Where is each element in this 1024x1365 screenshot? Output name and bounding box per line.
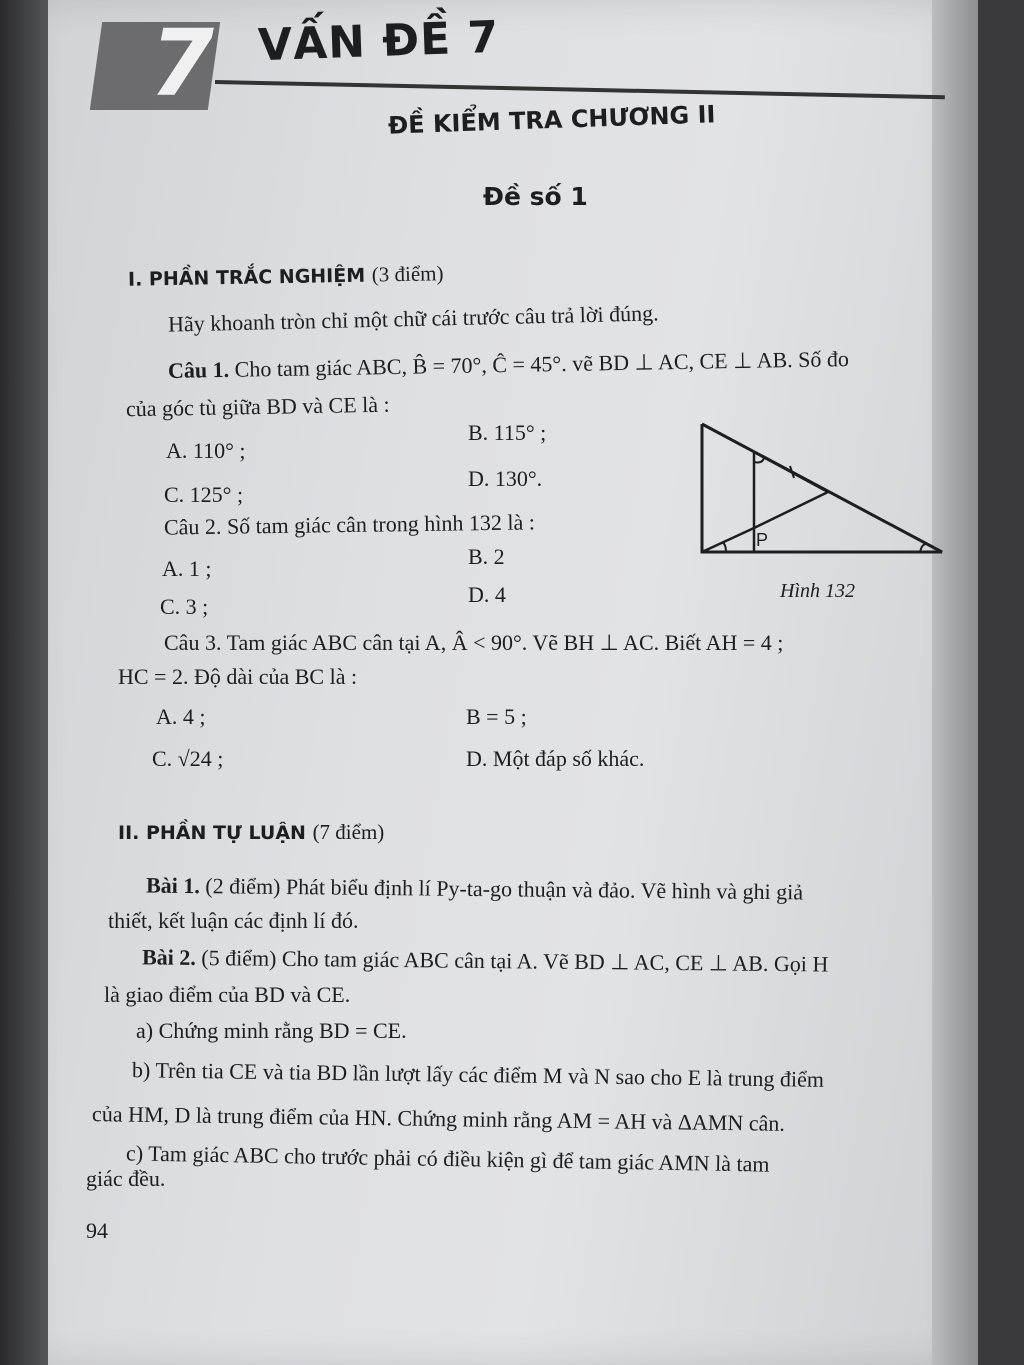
figure-132: [698, 418, 948, 558]
section1-instruction: Hãy khoanh tròn chỉ một chữ cái trước câu trả lời đúng.: [167, 300, 659, 337]
q2-option-d: D. 4: [468, 582, 506, 607]
angle-mark-top: [754, 458, 764, 463]
q1-text-line2: của góc tù giữa BD và CE là :: [125, 391, 390, 422]
book-spine-shadow: [0, 0, 48, 1365]
bai2-label: Bài 2.: [141, 944, 196, 970]
section1-title: I. PHẦN TRẮC NGHIỆM: [127, 264, 366, 291]
q3-option-d: D. Một đáp số khác.: [466, 746, 645, 771]
segment-c: [754, 492, 828, 528]
bai2-part-b-line2: của HM, D là trung điểm của HN. Chứng minh rằng AM = AH và ΔAMN cân.: [91, 1101, 786, 1136]
section1-points: (3 điểm): [371, 261, 444, 287]
q1-option-a: A. 110° ;: [166, 438, 246, 463]
q3-text-line1: Tam giác ABC cân tại A, Â < 90°. Vẽ BH ⊥ AC. Biết AH = 4 ;: [226, 630, 784, 655]
segment-d: [702, 528, 754, 552]
q3-label: Câu 3.: [164, 630, 222, 655]
q3-option-b: B = 5 ;: [466, 704, 527, 729]
chapter-number: 7: [150, 10, 215, 117]
figure-caption: Hình 132: [780, 580, 855, 602]
chapter-title: VẤN ĐỀ 7: [257, 11, 500, 72]
bai2-text-line2: là giao điểm của BD và CE.: [104, 982, 351, 1007]
q1-option-b: B. 115° ;: [468, 420, 547, 445]
bai1-text-line1: (2 điểm) Phát biểu định lí Py-ta-go thuận và đảo. Vẽ hình và ghi giả: [205, 873, 804, 905]
q3-line1: [164, 630, 783, 656]
q3-text-line2: HC = 2. Độ dài của BC là :: [118, 664, 358, 689]
bai2-part-a: a) Chứng minh rằng BD = CE.: [136, 1018, 407, 1043]
section2-heading: [118, 820, 384, 845]
bai1-label: Bài 1.: [145, 872, 200, 899]
q2-text: Số tam giác cân trong hình 132 là :: [226, 509, 536, 539]
q1-option-d: D. 130°.: [468, 466, 543, 491]
bai2-part-c-line2: giác đều.: [86, 1166, 166, 1191]
bai2-text-line1: (5 điểm) Cho tam giác ABC cân tại A. Vẽ BD ⊥ AC, CE ⊥ AB. Gọi H: [201, 945, 829, 977]
bai1-text-line2: thiết, kết luận các định lí đó.: [108, 908, 359, 933]
section2-points: (7 điểm): [312, 820, 385, 844]
q2-label: Câu 2.: [163, 513, 222, 540]
point-label-p: P: [756, 530, 769, 550]
q3-option-a: A. 4 ;: [156, 704, 206, 729]
test-number: Đề số 1: [483, 182, 588, 211]
q1-option-c: C. 125° ;: [164, 482, 244, 507]
test-title: ĐỀ KIỂM TRA CHƯƠNG II: [387, 100, 716, 140]
section2-title: II. PHẦN TỰ LUẬN: [118, 822, 306, 844]
q2-option-b: B. 2: [468, 544, 505, 569]
q1-label: Câu 1.: [167, 356, 230, 383]
bai2-part-b-line1: b) Trên tia CE và tia BD lần lượt lấy các điểm M và N sao cho E là trung điểm: [131, 1057, 825, 1092]
bai2-part-c-line1: c) Tam giác ABC cho trước phải có điều kiện gì để tam giác AMN là tam: [125, 1140, 770, 1177]
q2-line: [164, 509, 535, 540]
q3-option-c: C. √24 ;: [152, 746, 224, 771]
q2-option-a: A. 1 ;: [162, 556, 212, 581]
page-number: 94: [86, 1218, 108, 1243]
q2-option-c: C. 3 ;: [160, 594, 209, 619]
page-edge: [932, 0, 978, 1365]
q1-text-line1: Cho tam giác ABC, B̂ = 70°, Ĉ = 45°. vẽ BD ⊥ AC, CE ⊥ AB. Số đo: [234, 346, 850, 382]
